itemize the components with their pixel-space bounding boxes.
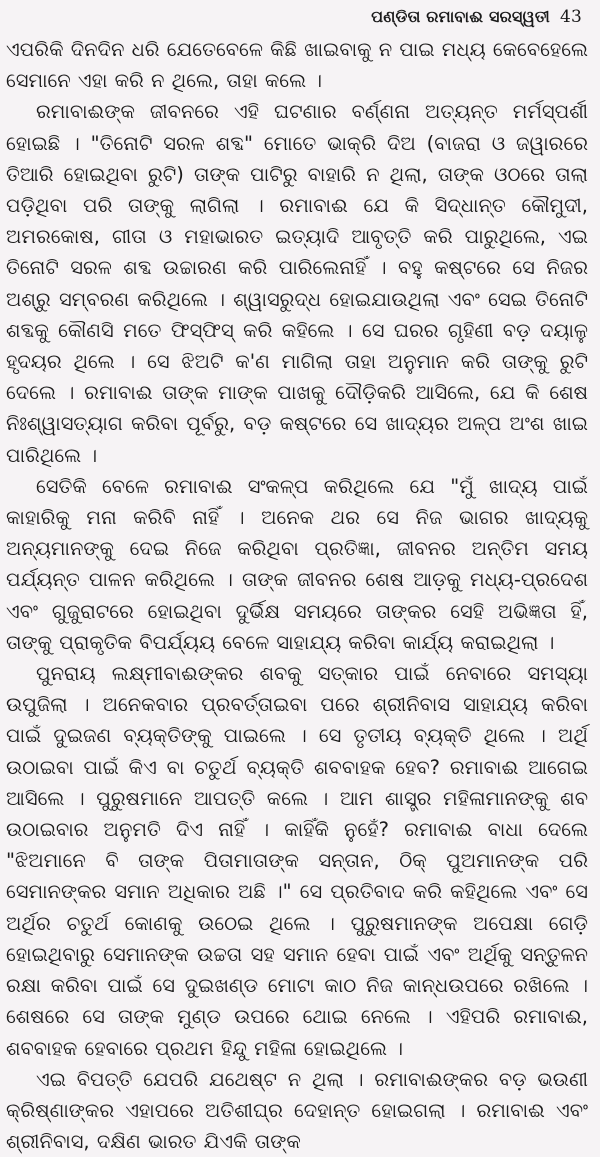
page-number: 43 xyxy=(559,7,582,27)
paragraph-3: ସେତିକି ବେଳେ ରମାବାଈ ସଂକଳ୍ପ କରିଥିଲେ ଯେ "ମୁଁ ଖାଦ୍ୟ ପାଇଁ କାହାରିକୁ ମନା କରିବି ନାହିଁ । ଅନେକ ଥର ସେ ନିଜ ଭାଗର ଖାଦ୍ୟକୁ ଅନ୍ୟମାନଙ୍କୁ ଦେଇ ନିଜେ କରିଥିବା ପ୍ରତିଜ୍ଞା, ଜୀବନର ଅନ୍ତିମ ସମୟ ପର୍ଯ୍ୟନ୍ତ ପାଳନ କରିଥିଲେ । ତାଙ୍କ ଜୀବନର ଶେଷ ଆଡ଼କୁ ମଧ୍ୟ-ପ୍ରଦେଶ ଏବଂ ଗୁଜୁରାଟରେ ହୋଇଥିବା ଦୁର୍ଭିକ୍ଷ ସମୟରେ ତାଙ୍କର ସେହି ଅଭିଜ୍ଞତା ହିଁ, ତାଙ୍କୁ ପ୍ରାକୃତିକ ବିପର୍ଯ୍ୟୟ ବେଳେ ସାହାଯ୍ୟ କରିବା କାର୍ଯ୍ୟ କରାଇଥିଲା । xyxy=(6,474,588,654)
paragraph-4: ପୁନରାୟ ଲକ୍ଷ୍ମୀବାଈଙ୍କର ଶବକୁ ସତ୍କାର ପାଇଁ ନେବାରେ ସମସ୍ୟା ଉପୁଜିଲା । ଅନେକବାର ପ୍ରବର୍ତ୍ତାଇବା ପରେ ଶ୍ରୀନିବାସ ସାହାଯ୍ୟ କରିବା ପାଇଁ ଦୁଇଜଣ ବ୍ୟକ୍ତିଙ୍କୁ ପାଇଲେ । ସେ ତୃତୀୟ ବ୍ୟକ୍ତି ଥିଲେ । ଅର୍ଥି ଉଠାଇବା ପାଇଁ କିଏ ବା ଚତୁର୍ଥ ବ୍ୟକ୍ତି ଶବବାହକ ହେବ? ରମାବାଈ ଆଗେଇ ଆସିଲେ । ପୁରୁଷମାନେ ଆପତ୍ତି କଲେ । ଆମ ଶାସ୍ତ୍ର ମହିଳାମାନଙ୍କୁ ଶବ ଉଠାଇବାର ଅନୁମତି ଦିଏ ନାହିଁ । କାହିଁକି ନୁହେଁ? ରମାବାଈ ବାଧା ଦେଲେ "ଝିଅମାନେ ବି ତାଙ୍କ ପିତାମାତାଙ୍କ ସନ୍ତାନ, ଠିକ୍ ପୁଅମାନଙ୍କ ପରି ସେମାନଙ୍କର ସମାନ ଅଧିକାର ଅଛି ।" ସେ ପ୍ରତିବାଦ କରି କହିଥିଲେ ଏବଂ ସେ ଅର୍ଥିର ଚତୁର୍ଥ କୋଣକୁ ଉଠେଇ ଥିଲେ । ପୁରୁଷମାନଙ୍କ ଅପେକ୍ଷା ଗେଡ଼ି ହୋଇଥିବାରୁ ସେମାନଙ୍କ ଉଚ୍ଚତା ସହ ସମାନ ହେବା ପାଇଁ ଏବଂ ଅର୍ଥିକୁ ସନ୍ତୁଳନ ରକ୍ଷା କରିବା ପାଇଁ ସେ ଦୁଇଖଣ୍ଡ ମୋଟା କାଠ ନିଜ କାନ୍ଧଉପରେ ରଖିଲେ । ଶେଷରେ ସେ ତାଙ୍କ ମୁଣ୍ଡ ଉପରେ ଥୋଇ ନେଲେ । ଏହିପରି ରମାବାଈ, ଶବବାହକ ହେବାରେ ପ୍ରଥମ ହିନ୍ଦୁ ମହିଳା ହୋଇଥିଲେ । xyxy=(6,662,588,1060)
running-title: ପଣ୍ଡିତା ରମାବାଈ ସରସ୍ୱତୀ xyxy=(371,7,550,26)
running-header xyxy=(6,0,588,34)
body-text xyxy=(6,34,588,1157)
paragraph-5: ଏଇ ବିପତ୍ତି ଯେପରି ଯଥେଷ୍ଟ ନ ଥିଲା । ରମାବାଈଙ୍କର ବଡ଼ ଭଉଣୀ କ୍ରିଷ୍ଣାଙ୍କର ଏହାପରେ ଅତିଶୀଘ୍ର ଦେହାନ୍ତ ହୋଇଗଲା । ରମାବାଈ ଏବଂ ଶ୍ରୀନିବାସ, ଦକ୍ଷିଣ ଭାରତ ଯିଏକି ତାଙ୍କ xyxy=(6,1067,588,1154)
paragraph-1: ଏପରିକି ଦିନଦିନ ଧରି ଯେତେବେଳେ କିଛି ଖାଇବାକୁ ନ ପାଇ ମଧ୍ୟ କେବେହେଲେ ସେମାନେ ଏହା କରି ନ ଥିଲେ, ତାହା କଲେ । xyxy=(6,38,588,93)
paragraph-2: ରମାବାଈଙ୍କ ଜୀବନରେ ଏହି ଘଟଣାର ବର୍ଣ୍ଣନା ଅତ୍ୟନ୍ତ ମର୍ମସ୍ପର୍ଶୀ ହୋଇଛି । "ତିନୋଟି ସରଳ ଶବ୍ଦ" ମୋତେ ଭାକ୍ରି ଦିଅ (ବାଜରା ଓ ଜୱାରରେ ତିଆରି ହୋଇଥିବା ରୁଟି) ତାଙ୍କ ପାଟିରୁ ବାହାରି ନ ଥିଲା, ତାଙ୍କ ଓଠରେ ତାଲା ପଡ଼ିଥିବା ପରି ତାଙ୍କୁ ଲାଗିଲା । ରମାବାଈ ଯେ କି ସିଦ୍ଧାନ୍ତ କୌମୁଦୀ, ଅମରକୋଷ, ଗୀତା ଓ ମହାଭାରତ ଇତ୍ୟାଦି ଆବୃତ୍ତି କରି ପାରୁଥିଲେ, ଏଇ ତିନୋଟି ସରଳ ଶବ୍ଦ ଉଚ୍ଚାରଣ କରି ପାରିଲେନାହିଁ । ବହୁ କଷ୍ଟରେ ସେ ନିଜର ଅଶ୍ରୁ ସମ୍ବରଣ କରିଥିଲେ । ଶ୍ୱାସରୁଦ୍ଧ ହୋଇଯାଉଥିଲା ଏବଂ ସେଇ ତିନୋଟି ଶବ୍ଦକୁ କୌଣସି ମତେ ଫିସ୍‌ଫିସ୍ କରି କହିଲେ । ସେ ଘରର ଗୃହିଣୀ ବଡ଼ ଦୟାଳୁ ହୃଦୟର ଥିଲେ । ସେ ଝିଅଟି କ'ଣ ମାଗିଲା ତାହା ଅନୁମାନ କରି ତାଙ୍କୁ ରୁଟି ଦେଲେ । ରମାବାଈ ତାଙ୍କ ମାଙ୍କ ପାଖକୁ ଦୌଡ଼ିକରି ଆସିଲେ, ଯେ କି ଶେଷ ନିଃଶ୍ୱାସତ୍ୟାଗ କରିବା ପୂର୍ବରୁ, ବଡ଼ କଷ୍ଟରେ ସେ ଖାଦ୍ୟର ଅଳ୍ପ ଅଂଶ ଖାଇ ପାରିଥିଲେ । xyxy=(6,100,588,467)
